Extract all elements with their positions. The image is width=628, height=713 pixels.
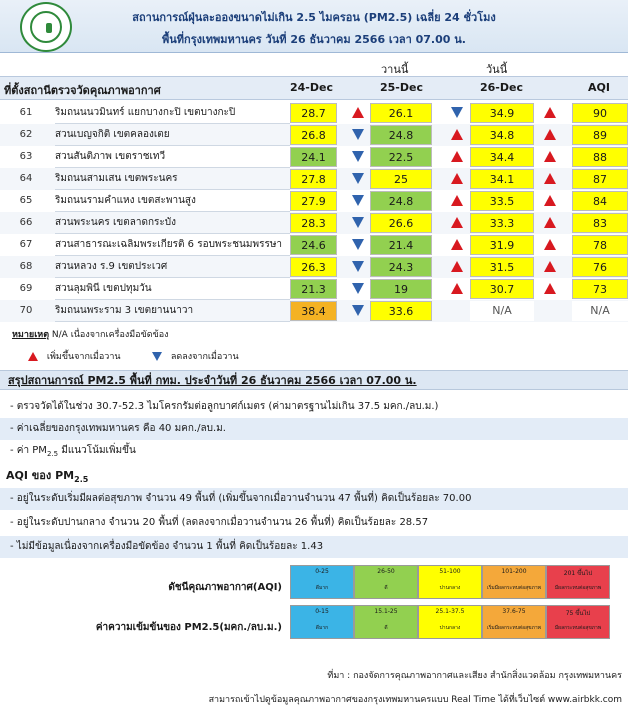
station-header: ที่ตั้งสถานีตรวจวัดคุณภาพอากาศ — [4, 84, 161, 97]
pm-value-24-dec: 27.9 — [290, 191, 337, 211]
station-number: 64 — [19, 173, 33, 184]
trend-subscript: 2.5 — [46, 450, 59, 458]
table-row — [0, 212, 628, 234]
trend-suffix: มีแนวโน้มเพิ่มขึ้น — [58, 445, 136, 456]
aqi-value: 76 — [572, 257, 628, 277]
aqi-value: 78 — [572, 235, 628, 255]
aqi-level-label: ดี — [384, 585, 388, 591]
aqi-title-prefix: AQI ของ PM — [6, 469, 75, 482]
aqi-level-label: มีผลกระทบต่อสุขภาพ — [554, 585, 602, 591]
pm-value-25-dec: 24.8 — [370, 191, 432, 211]
station-name: สวนพระนคร เขตลาดกระบัง — [55, 213, 290, 234]
up-arrow-icon — [544, 107, 556, 118]
pm-value-24-dec: 26.8 — [290, 125, 337, 145]
aqi-range: 26-50 — [377, 568, 395, 575]
pm-level-label: ดี — [384, 625, 388, 631]
up-arrow-icon — [544, 261, 556, 272]
aqi-value: 88 — [572, 147, 628, 167]
summary-range: - ตรวจวัดได้ในช่วง 30.7-52.3 ไมโครกรัมต่อลูกบาศก์เมตร (ค่ามาตรฐานไม่เกิน 37.5 มคก./ลบ.ม.) — [10, 401, 439, 412]
station-number: 62 — [19, 129, 33, 140]
aqi-level-label: ปานกลาง — [439, 585, 461, 591]
pm-range: 15.1-25 — [374, 608, 398, 615]
pm-value-26-dec: 31.5 — [470, 257, 534, 277]
up-arrow-icon — [544, 217, 556, 228]
pm-value-24-dec: 26.3 — [290, 257, 337, 277]
pm-value-26-dec: 33.3 — [470, 213, 534, 233]
date1-header: 24-Dec — [290, 81, 333, 94]
table-row — [0, 124, 628, 146]
down-arrow-icon — [352, 239, 364, 250]
table-row — [0, 278, 628, 300]
note-text: N/A เนื่องจากเครื่องมือขัดข้อง — [51, 330, 169, 340]
down-arrow-icon — [352, 305, 364, 316]
aqi-level-box — [290, 565, 354, 599]
table-row — [0, 102, 628, 124]
pm-value-26-dec: 34.1 — [470, 169, 534, 189]
station-name: ริมถนนพระราม 3 เขตยานนาวา — [55, 301, 290, 322]
pm-level-label: เริ่มมีผลกระทบต่อสุขภาพ — [487, 625, 541, 631]
up-arrow-icon — [544, 239, 556, 250]
aqi-range: 201 ขึ้นไป — [563, 570, 593, 577]
up-arrow-icon — [451, 261, 463, 272]
pm-level-box — [354, 605, 418, 639]
pm-value-26-dec: N/A — [470, 301, 534, 321]
aqi-title-subscript: 2.5 — [74, 475, 89, 485]
pm-range: 0-15 — [315, 608, 329, 615]
pm-value-25-dec: 24.8 — [370, 125, 432, 145]
down-arrow-icon — [352, 261, 364, 272]
up-arrow-icon — [544, 151, 556, 162]
pm-value-24-dec: 38.4 — [290, 301, 337, 321]
aqi-value: 73 — [572, 279, 628, 299]
aqi-moderate: - อยู่ในระดับปานกลาง จำนวน 20 พื้นที่ (ลดลงจากเมื่อวานจำนวน 26 พื้นที่) คิดเป็นร้อยละ 28.57 — [10, 517, 429, 528]
station-name: สวนหลวง ร.9 เขตประเวศ — [55, 257, 290, 278]
trend-prefix: - ค่า PM — [10, 445, 47, 456]
summary-average: - ค่าเฉลี่ยของกรุงเทพมหานคร คือ 40 มคก./ลบ.ม. — [0, 418, 628, 440]
pm-level-box — [546, 605, 610, 639]
pm-value-24-dec: 27.8 — [290, 169, 337, 189]
up-arrow-icon — [544, 283, 556, 294]
pm-value-26-dec: 34.9 — [470, 103, 534, 123]
station-name: สวนลุมพินี เขตปทุมวัน — [55, 279, 290, 300]
pm-value-24-dec: 28.3 — [290, 213, 337, 233]
up-arrow-icon — [544, 195, 556, 206]
station-number: 68 — [19, 261, 33, 272]
pm-range: 25.1-37.5 — [435, 608, 465, 615]
pm-level-box — [418, 605, 482, 639]
report-subtitle: พื้นที่กรุงเทพมหานคร วันที่ 26 ธันวาคม 2566 เวลา 07.00 น. — [162, 33, 466, 46]
pm-value-25-dec: 19 — [370, 279, 432, 299]
summary-trend — [0, 440, 628, 462]
aqi-header: AQI — [588, 81, 610, 94]
table-row — [0, 300, 628, 322]
down-arrow-icon — [352, 217, 364, 228]
pm-value-24-dec: 24.6 — [290, 235, 337, 255]
pm-value-24-dec: 21.3 — [290, 279, 337, 299]
pm-level-box — [290, 605, 354, 639]
pm-value-25-dec: 22.5 — [370, 147, 432, 167]
aqi-value: 84 — [572, 191, 628, 211]
aqi-level-box — [546, 565, 610, 599]
yesterday-label: วานนี้ — [381, 63, 409, 76]
aqi-scale-label: ดัชนีคุณภาพอากาศ(AQI) — [168, 582, 282, 593]
today-label: วันนี้ — [486, 63, 508, 76]
date2-header: 25-Dec — [380, 81, 423, 94]
summary-title-text: สรุปสถานการณ์ PM2.5 พื้นที่ กทม. ประจำวันที่ 26 ธันวาคม 2566 เวลา 07.00 น. — [8, 374, 417, 387]
pm-scale-label: ค่าความเข้มข้นของ PM2.5(มคก./ลบ.ม.) — [95, 622, 282, 633]
up-arrow-icon — [451, 151, 463, 162]
station-name: สวนเบญจกิติ เขตคลองเตย — [55, 125, 290, 146]
aqi-scale — [290, 565, 614, 599]
table-row — [0, 190, 628, 212]
up-arrow-icon — [451, 195, 463, 206]
up-arrow-icon — [451, 173, 463, 184]
pm-range: 75 ขึ้นไป — [565, 610, 591, 617]
pm-value-26-dec: 34.4 — [470, 147, 534, 167]
legend-up-label: เพิ่มขึ้นจากเมื่อวาน — [46, 352, 121, 362]
pm-value-24-dec: 24.1 — [290, 147, 337, 167]
station-number: 63 — [19, 151, 33, 162]
up-arrow-icon — [451, 239, 463, 250]
station-name: สวนสันติภาพ เขตราชเทวี — [55, 147, 290, 168]
up-arrow-icon — [28, 352, 38, 361]
aqi-affecting-health: - อยู่ในระดับเริ่มมีผลต่อสุขภาพ จำนวน 49 พื้นที่ (เพิ่มขึ้นจากเมื่อวานจำนวน 47 พื้นที่) คิดเป็นร้อยละ 70.00 — [0, 488, 628, 510]
down-arrow-icon — [352, 129, 364, 140]
aqi-range: 0-25 — [315, 568, 329, 575]
station-name: ริมถนนสามเสน เขตพระนคร — [55, 169, 290, 190]
pm-value-25-dec: 26.6 — [370, 213, 432, 233]
station-number: 70 — [19, 305, 33, 316]
realtime-text: สามารถเข้าไปดูข้อมูลคุณภาพอากาศของกรุงเทพมหานครแบบ Real Time ได้ที่เว็บไซต์ www.airbkk.com — [208, 695, 622, 705]
report-header — [0, 0, 628, 53]
legend-down-label: ลดลงจากเมื่อวาน — [170, 352, 239, 362]
pm-value-25-dec: 33.6 — [370, 301, 432, 321]
legend-up — [28, 349, 121, 363]
up-arrow-icon — [451, 283, 463, 294]
station-number: 67 — [19, 239, 33, 250]
station-number: 65 — [19, 195, 33, 206]
aqi-range: 101-200 — [501, 568, 527, 575]
up-arrow-icon — [544, 173, 556, 184]
aqi-level-box — [418, 565, 482, 599]
pm-value-25-dec: 24.3 — [370, 257, 432, 277]
up-arrow-icon — [352, 107, 364, 118]
report-title: สถานการณ์ฝุ่นละอองขนาดไม่เกิน 2.5 ไมครอน (PM2.5) เฉลี่ย 24 ชั่วโมง — [132, 11, 496, 24]
aqi-level-box — [354, 565, 418, 599]
table-row — [0, 256, 628, 278]
aqi-level-label: เริ่มมีผลกระทบต่อสุขภาพ — [487, 585, 541, 591]
aqi-value: 87 — [572, 169, 628, 189]
pm-level-box — [482, 605, 546, 639]
table-row — [0, 234, 628, 256]
station-number: 66 — [19, 217, 33, 228]
note — [12, 327, 169, 341]
aqi-value: N/A — [572, 301, 628, 321]
pm-value-25-dec: 25 — [370, 169, 432, 189]
legend-down — [152, 349, 239, 363]
aqi-range: 51-100 — [439, 568, 461, 575]
aqi-level-box — [482, 565, 546, 599]
pm-scale — [290, 605, 614, 639]
down-arrow-icon — [352, 283, 364, 294]
aqi-value: 89 — [572, 125, 628, 145]
summary-title — [0, 370, 628, 390]
down-arrow-icon — [451, 107, 463, 118]
aqi-section-title — [6, 466, 88, 484]
down-arrow-icon — [352, 195, 364, 206]
pm-level-label: ดีมาก — [315, 625, 329, 631]
aqi-no-data: - ไม่มีข้อมูลเนื่องจากเครื่องมือขัดข้อง จำนวน 1 พื้นที่ คิดเป็นร้อยละ 1.43 — [0, 536, 628, 558]
date3-header: 26-Dec — [480, 81, 523, 94]
note-label: หมายเหตุ — [12, 330, 50, 340]
table-header — [0, 76, 628, 100]
up-arrow-icon — [544, 129, 556, 140]
up-arrow-icon — [451, 129, 463, 140]
pm-value-26-dec: 30.7 — [470, 279, 534, 299]
up-arrow-icon — [451, 217, 463, 228]
source-text: ที่มา : กองจัดการคุณภาพอากาศและเสียง สำนักสิ่งแวดล้อม กรุงเทพมหานคร — [327, 671, 622, 681]
station-name: สวนสาธารณะเฉลิมพระเกียรติ 6 รอบพระชนมพรรษา — [55, 235, 290, 256]
table-row — [0, 168, 628, 190]
pm-value-26-dec: 33.5 — [470, 191, 534, 211]
down-arrow-icon — [152, 352, 162, 361]
aqi-value: 90 — [572, 103, 628, 123]
pm-level-label: มีผลกระทบต่อสุขภาพ — [554, 625, 602, 631]
aqi-level-label: ดีมาก — [315, 585, 329, 591]
pm-value-26-dec: 34.8 — [470, 125, 534, 145]
table-row — [0, 146, 628, 168]
station-name: ริมถนนรามคำแหง เขตสะพานสูง — [55, 191, 290, 212]
pm-value-25-dec: 26.1 — [370, 103, 432, 123]
pm-range: 37.6-75 — [502, 608, 526, 615]
station-number: 61 — [19, 107, 33, 118]
pm-value-25-dec: 21.4 — [370, 235, 432, 255]
station-number: 69 — [19, 283, 33, 294]
aqi-value: 83 — [572, 213, 628, 233]
pm-value-26-dec: 31.9 — [470, 235, 534, 255]
station-name: ริมถนนนวมินทร์ แยกบางกะปิ เขตบางกะปิ — [55, 103, 290, 124]
down-arrow-icon — [352, 151, 364, 162]
pm-value-24-dec: 28.7 — [290, 103, 337, 123]
pm-level-label: ปานกลาง — [439, 625, 461, 631]
down-arrow-icon — [352, 173, 364, 184]
